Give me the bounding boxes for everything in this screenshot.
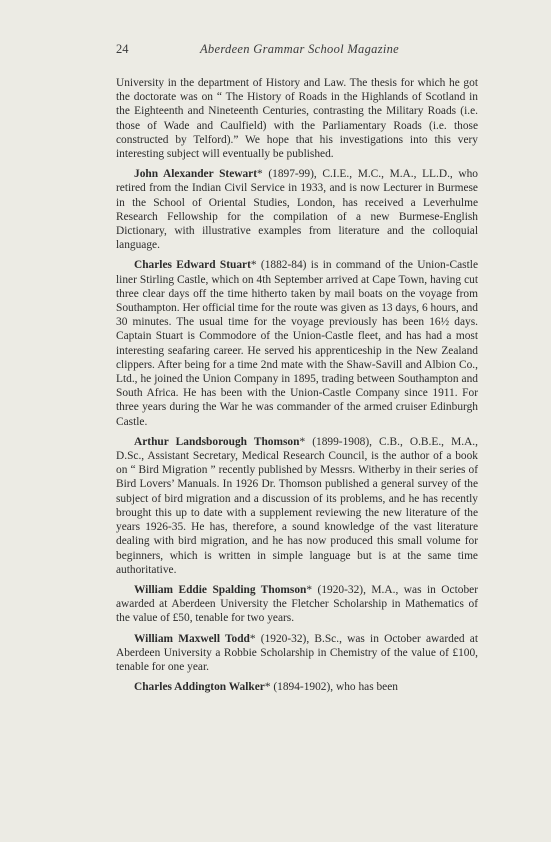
paragraph-text: * (1920-32), B.Sc., was in October awarded at Aberdeen University a Robbie Scholarship in Chemistry of the value of £100, tenable for one year. [116,632,479,673]
page-number: 24 [116,42,129,56]
paragraph-w-e-s-thomson [116,583,478,626]
person-name: Charles Addington Walker [134,681,265,694]
paragraph-stewart [116,167,478,252]
paragraph-text: * (1899-1908), C.B., O.B.E., M.A., D.Sc., Assistant Secretary, Medical Research Council, is the author of a book on “ Bird Migration ” recently published by Messrs. Witherby in their series of Bird Lovers’ Manuals. In 1926 Dr. Thomson published a general survey of the subject of bird migration and a discussion of its problems, and he has recently brought this up to date with a supplement reviewing the new literature of the years 1926-35. He has, therefore, a sound knowledge of the vast literature dealing with bird migration, and he has now produced this small volume for beginners, which is written in simple language but is at the same time authoritative. [116,435,478,576]
paragraph-text: * (1882-84) is in command of the Union-Castle liner Stirling Castle, which on 4th September arrived at Cape Town, having cut three clear days off the time hitherto taken by mail boats on the voyage from Southampton. Her official time for the route was given as 13 days, 6 hours, and 30 minutes. The usual time for the voyage previously has been 16½ days. Captain Stuart is Commodore of the Union-Castle fleet, and has had a most interesting seafaring career. He served his apprenticeship in the New Zealand clippers. After being for a time 2nd mate with the Shaw-Savill and Albion Co., Ltd., he joined the Union Company in 1895, trading between Southampton and South Africa. He has been with the Union-Castle Company since 1911. For three years during the War he was commander of the armed cruiser Edinburgh Castle. [116,259,478,428]
paragraph-stuart [116,258,478,428]
paragraph-text: University in the department of History and Law. The thesis for which he got the doctorate was on “ The History of Roads in the Highlands of Scotland in the Eighteenth and Nineteenth Centuries, contrasting the Military Roads (i.e. those of Wade and Caulfield) with the Parliamentary Roads (i.e. those constructed by Telford).” We hope that his investigations into this very interesting subject will eventually be published. [116,77,478,161]
page-header [116,42,476,62]
paragraph-text: * (1897-99), C.I.E., M.C., M.A., LL.D., who retired from the Indian Civil Service in 1933, and is now Lecturer in Burmese in the School of Oriental Studies, London, has received a Leverhulme Research Fellowship for the compilation of a new Burmese-English Dictionary, with illustrative examples from literature and the colloquial language. [116,168,478,252]
person-name: John Alexander Stewart [134,168,258,181]
person-name: William Eddie Spalding Thomson [134,583,307,596]
paragraph-continued [116,76,478,161]
paragraph-walker [116,680,478,694]
paragraph-text: * (1920-32), M.A., was in October awarded at Aberdeen University the Fletcher Scholarship in Mathematics of the value of £50, tenable for two years. [116,583,478,625]
paragraph-a-l-thomson [116,435,478,577]
article-body [116,76,478,694]
person-name: Charles Edward Stuart [134,259,251,272]
person-name: William Maxwell Todd [134,632,250,645]
paragraph-text: * (1894-1902), who has been [264,681,398,694]
running-title: Aberdeen Grammar School Magazine [200,42,400,56]
paragraph-todd [116,632,478,675]
person-name: Arthur Landsborough Thomson [134,435,300,448]
